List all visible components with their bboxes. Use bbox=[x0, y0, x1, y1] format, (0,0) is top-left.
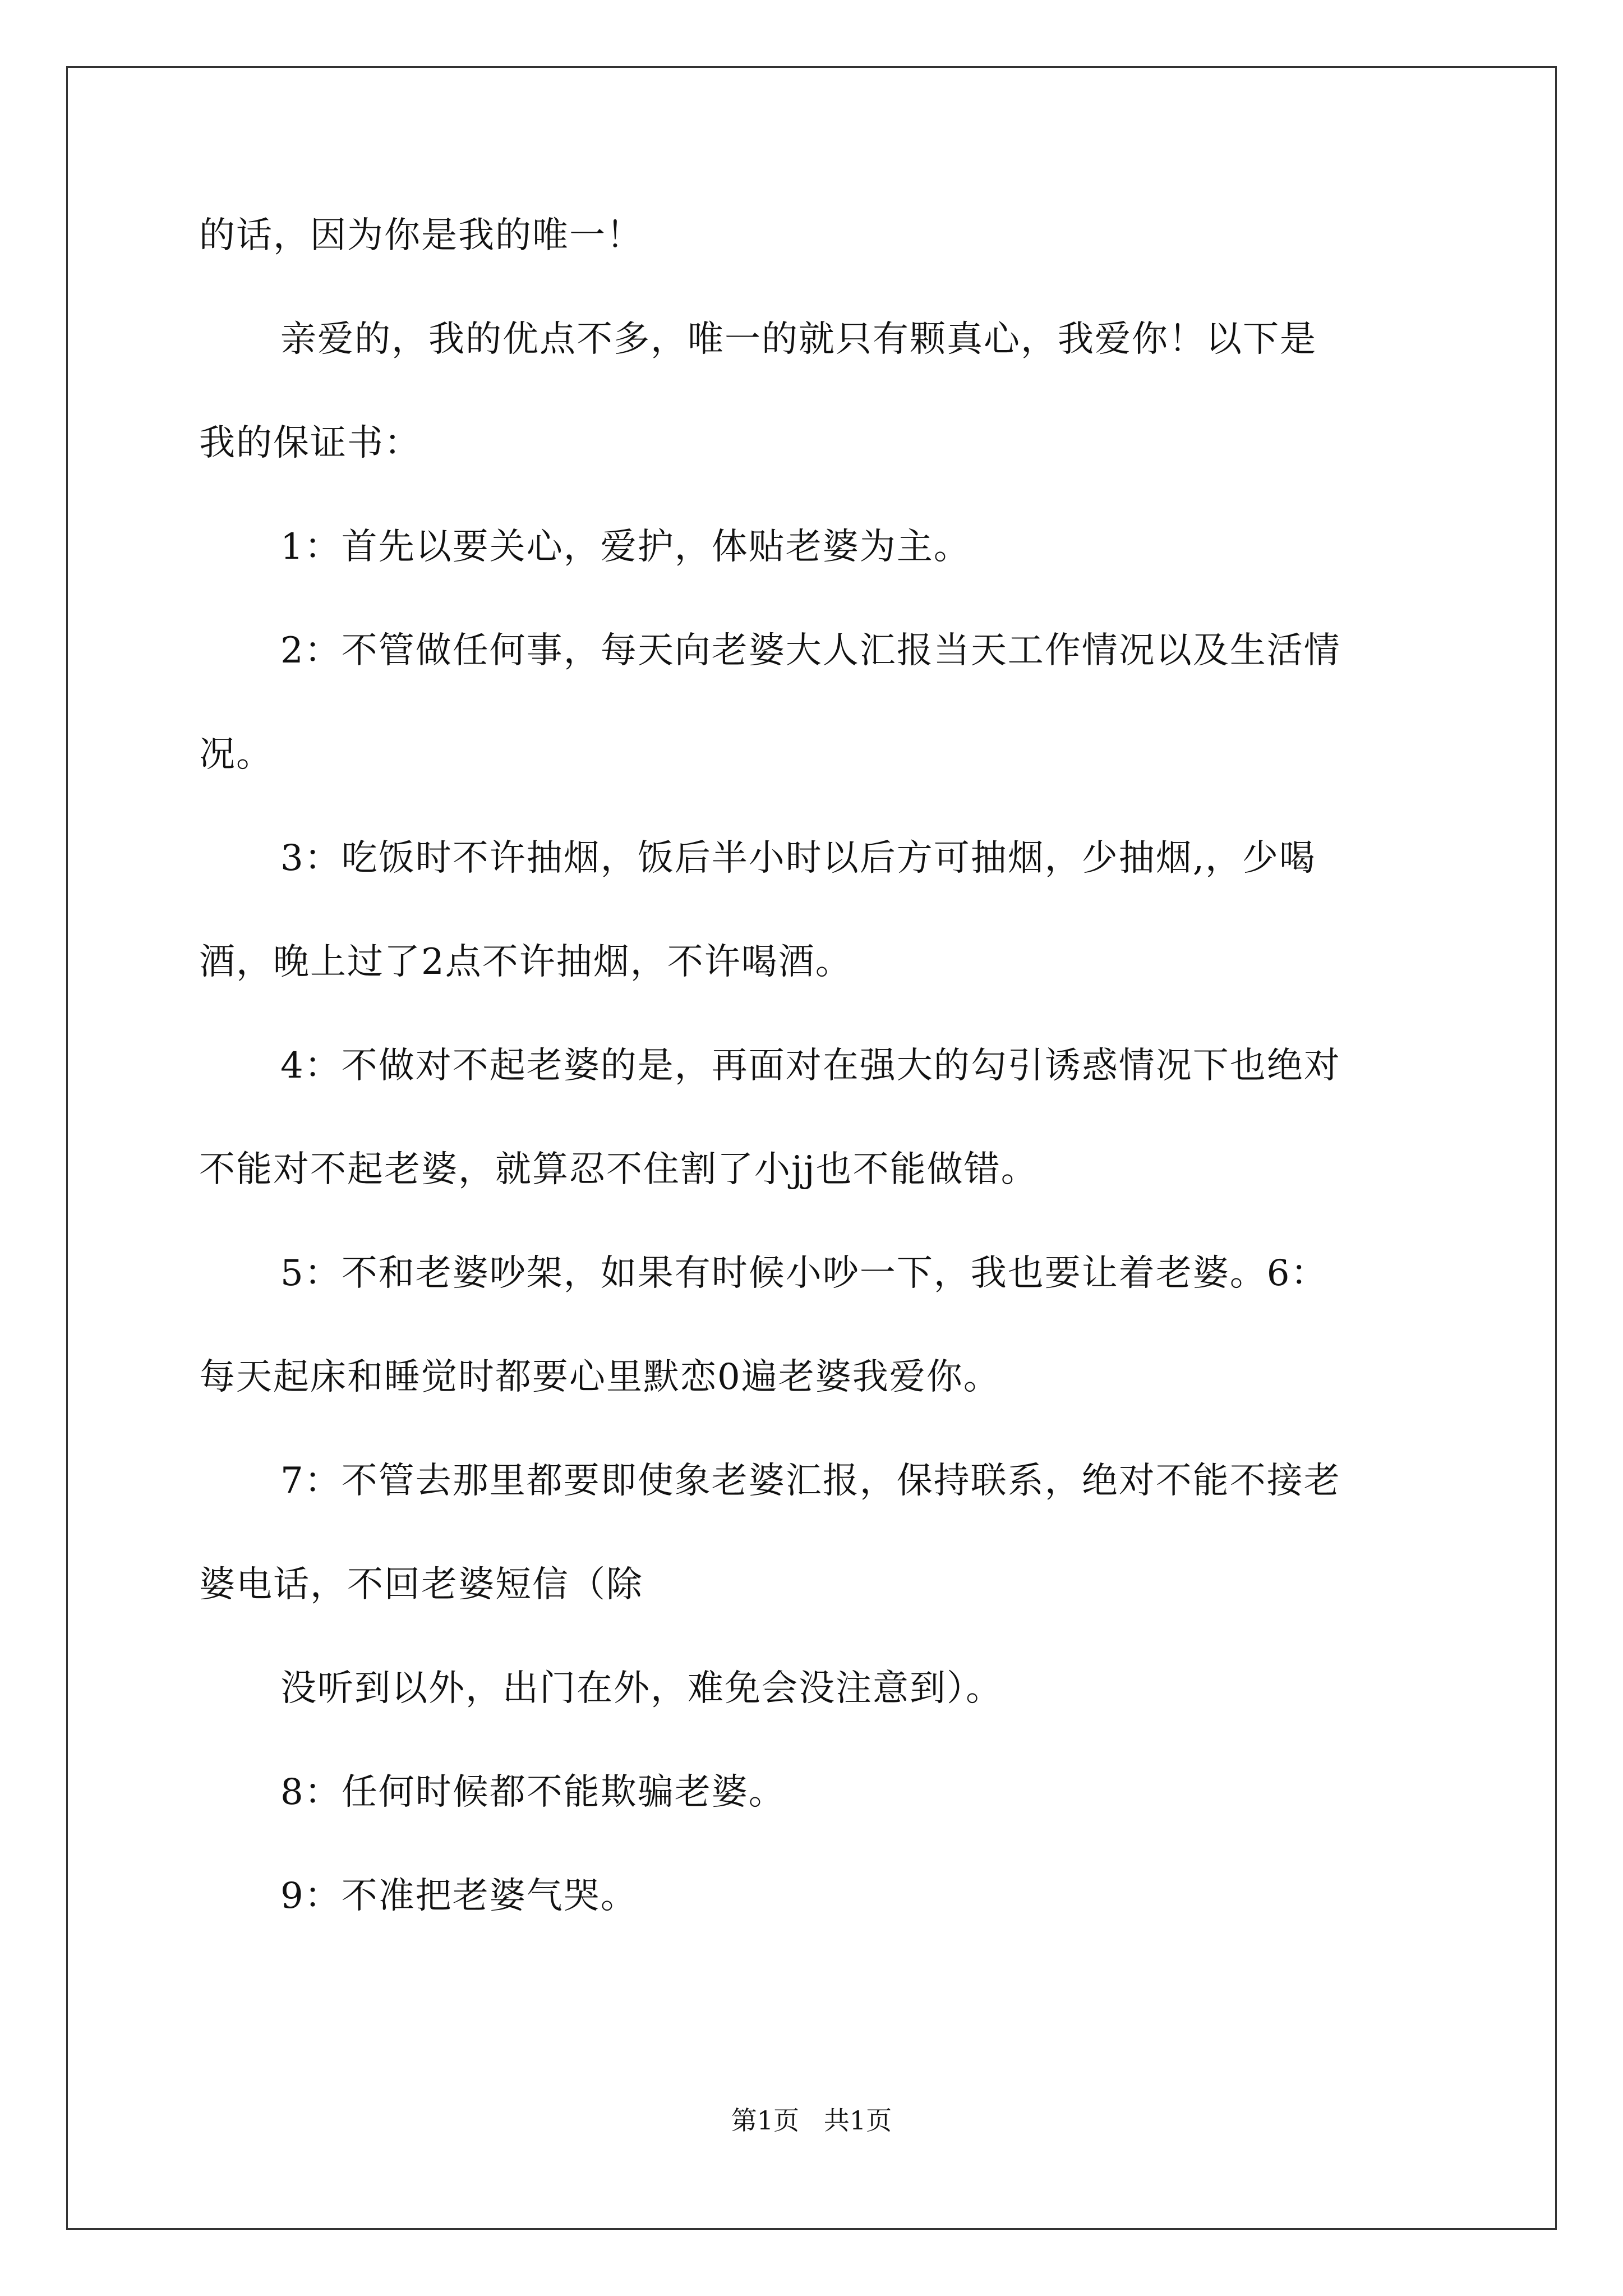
text-line-2: 亲爱的，我的优点不多，唯一的就只有颗真心，我爱你！以下是 bbox=[280, 319, 1317, 360]
text-line-3: 我的保证书： bbox=[199, 422, 421, 464]
text-line-10: 不能对不起老婆，就算忍不住割了小jj也不能做错。 bbox=[199, 1149, 1038, 1190]
text-line-6: 况。 bbox=[199, 734, 273, 775]
text-line-16: 8：任何时候都不能欺骗老婆。 bbox=[280, 1772, 786, 1813]
text-line-11: 5：不和老婆吵架，如果有时候小吵一下，我也要让着老婆。6： bbox=[280, 1253, 1328, 1294]
text-line-14: 婆电话，不回老婆短信（除 bbox=[199, 1564, 643, 1605]
text-line-7: 3：吃饭时不许抽烟，饭后半小时以后方可抽烟，少抽烟,，少喝 bbox=[280, 838, 1317, 879]
text-line-5: 2：不管做任何事，每天向老婆大人汇报当天工作情况以及生活情 bbox=[280, 630, 1341, 671]
text-line-4: 1：首先以要关心，爱护，体贴老婆为主。 bbox=[280, 526, 971, 568]
text-line-13: 7：不管去那里都要即使象老婆汇报，保持联系，绝对不能不接老 bbox=[280, 1460, 1341, 1502]
text-line-12: 每天起床和睡觉时都要心里默恋0遍老婆我爱你。 bbox=[199, 1356, 1000, 1398]
text-line-15: 没听到以外，出门在外，难免会没注意到）。 bbox=[280, 1668, 1003, 1709]
text-line-8: 酒，晚上过了2点不许抽烟，不许喝酒。 bbox=[199, 941, 852, 983]
text-line-17: 9：不准把老婆气哭。 bbox=[280, 1875, 638, 1917]
page-footer: 第1页 共1页 bbox=[731, 2105, 892, 2136]
text-line-9: 4：不做对不起老婆的是，再面对在强大的勾引诱惑情况下也绝对 bbox=[280, 1045, 1341, 1087]
text-line-1: 的话，因为你是我的唯一！ bbox=[199, 215, 643, 256]
